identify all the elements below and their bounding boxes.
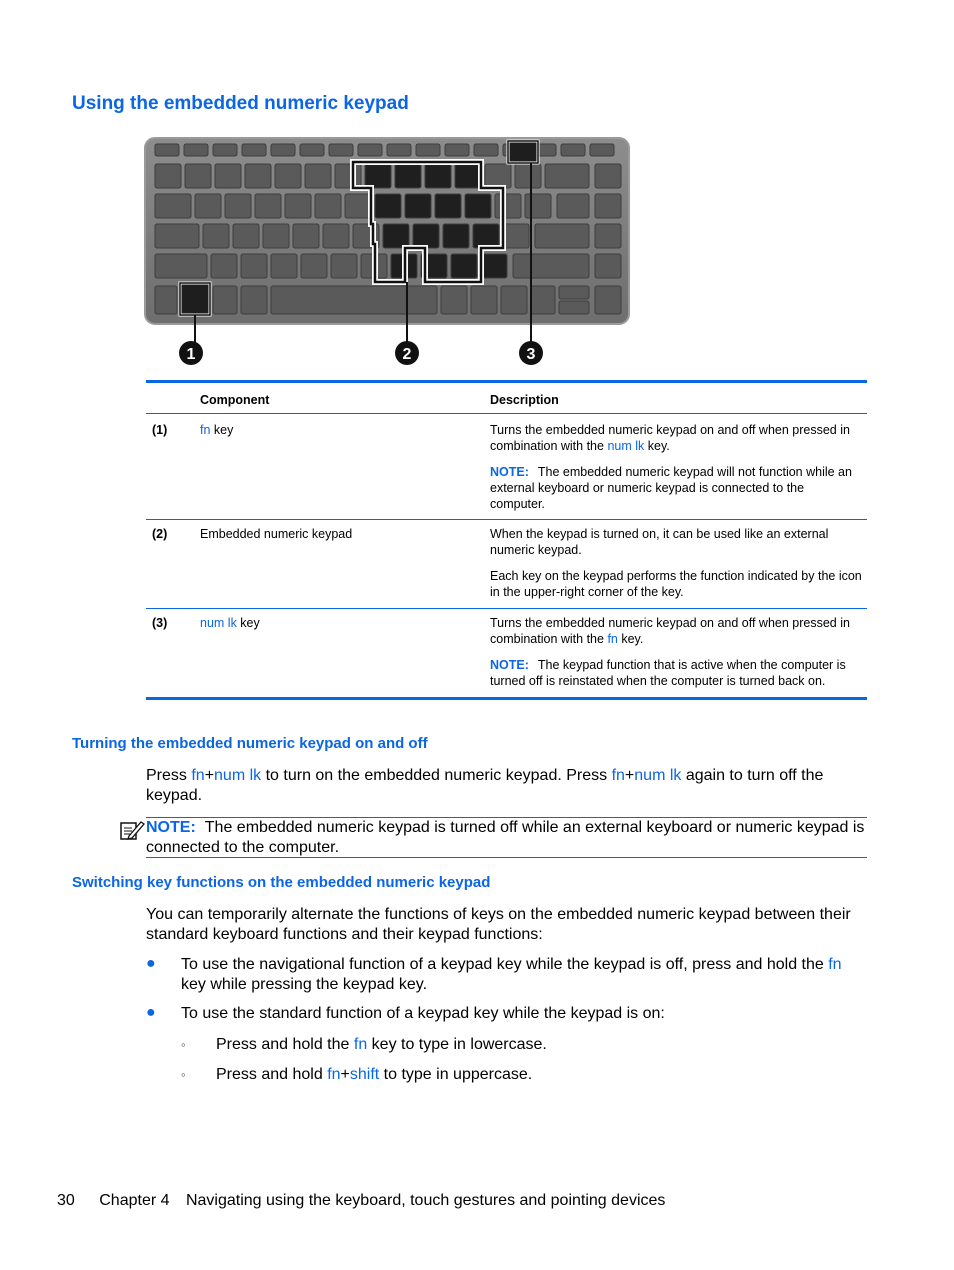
fn-key-link[interactable]: fn [327,1066,341,1083]
chapter-title: Navigating using the keyboard, touch gestures and pointing devices [185,1192,666,1209]
sub-bullet-glyph: ◦ [181,1067,186,1082]
bullet-item: To use the navigational function of a keypad key while the keypad is off, press and hold the fn key while pressing the keypad key. [181,956,842,993]
turning-heading: Turning the embedded numeric keypad on and off [72,735,428,752]
fn-key-link[interactable]: fn [353,1036,368,1053]
num-lk-link[interactable]: num lk [634,767,682,784]
fn-key-link[interactable]: fn [607,632,618,646]
component-table [146,380,867,700]
fn-key-link[interactable]: fn [828,956,842,973]
shift-key-link[interactable]: shift [349,1066,380,1083]
switching-intro: You can temporarily alternate the functions of keys on the embedded numeric keypad between their standard keyboard functions and their keypad functions: [146,906,851,943]
switching-heading: Switching key functions on the embedded numeric keypad [72,874,491,891]
turning-paragraph: Press fn+num lk to turn on the embedded numeric keypad. Press fn+num lk again to turn off the keypad. [146,767,824,804]
table-row: (1) fn key Turns the embedded numeric keypad on and off when pressed in combination with the num lk key. NOTE: The embedded numeric keypad will not function while an external keyboard or numeric keypad is connected to the computer. [152,423,852,511]
fn-key-link[interactable]: fn [611,767,625,784]
fn-key-link[interactable]: fn [200,423,211,437]
sub-bullet-glyph: ◦ [181,1037,186,1052]
num-lk-link[interactable]: num lk [607,439,645,453]
section-title: Using the embedded numeric keypad [72,93,409,114]
callout-2 [395,341,419,365]
table-header-row [146,383,867,413]
turning-note: NOTE: The embedded numeric keypad is turned off while an external keyboard or numeric keypad is connected to the computer. [146,817,867,858]
table-row: (3) num lk key Turns the embedded numeric keypad on and off when pressed in combination with the fn key. NOTE: The keypad function that is active when the computer is turned off is reinstated when the computer is turned back on. [152,616,850,688]
svg-text:3: 3 [526,346,536,363]
svg-text:2: 2 [402,346,412,363]
header-description: Description [490,393,559,407]
chapter-label: Chapter 4 [99,1192,170,1209]
table-row: (2) Embedded numeric keypad When the keypad is turned on, it can be used like an external numeric keypad. Each key on the keypad performs the function indicated by the icon in the upper-right corner of the key. [152,527,862,599]
note-icon [119,819,145,841]
bullet-item: To use the standard function of a keypad key while the keypad is on: [181,1005,665,1022]
sub-bullet-item: Press and hold the fn key to type in lowercase. [216,1036,547,1053]
num-lk-link[interactable]: num lk [200,616,237,630]
fn-key-link[interactable]: fn [191,767,205,784]
num-lk-link[interactable]: num lk [214,767,262,784]
callout-1 [179,341,203,365]
svg-text:1: 1 [186,346,196,363]
page-number: 30 [57,1192,75,1209]
bullet-glyph: ● [146,1004,156,1021]
page-footer [57,1192,665,1210]
callout-3 [519,341,543,365]
bullet-glyph: ● [146,955,156,972]
keyboard-illustration [143,136,633,368]
header-component: Component [200,393,270,407]
sub-bullet-item: Press and hold fn+shift to type in uppercase. [216,1066,533,1083]
